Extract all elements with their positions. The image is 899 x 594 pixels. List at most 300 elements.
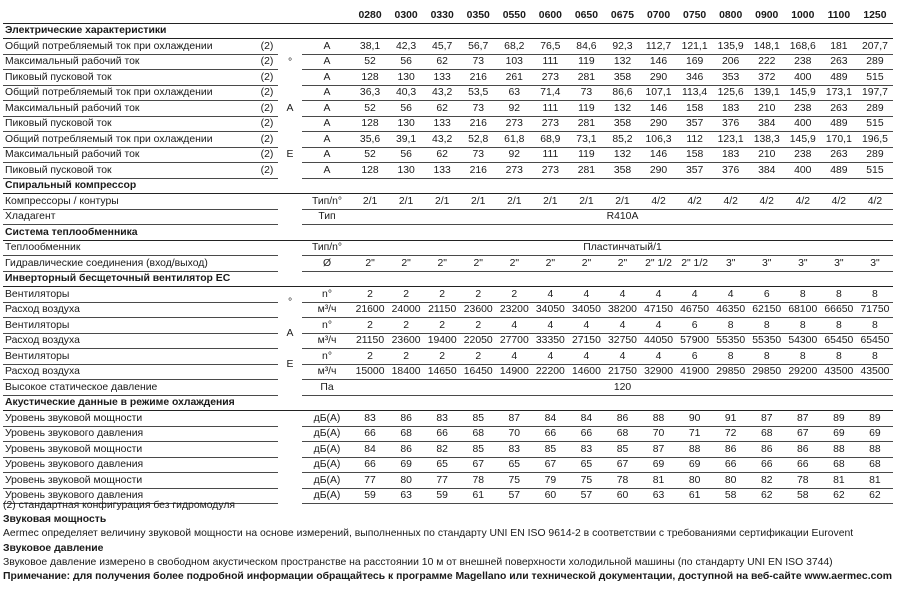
cell-value: 63: [641, 488, 677, 504]
cell-value: 66: [785, 457, 821, 473]
cell-value: 42,3: [388, 39, 424, 55]
cell-value: 22050: [460, 333, 496, 349]
cell-value: 67: [532, 457, 568, 473]
table-row: [3, 349, 893, 365]
row-label: Гидравлические соединения (вход/выход): [3, 256, 256, 272]
row-unit: A: [302, 39, 352, 55]
cell-value: 4/2: [713, 194, 749, 210]
cell-value: 8: [785, 349, 821, 365]
cell-value: 67: [460, 457, 496, 473]
row-note: [256, 256, 278, 272]
cell-value: 57: [568, 488, 604, 504]
table-row: [3, 426, 893, 442]
cell-value: 138,3: [749, 132, 785, 148]
cell-value: 66650: [821, 302, 857, 318]
cell-value: 4: [604, 318, 640, 334]
cell-value: 57: [496, 488, 532, 504]
cell-value: 281: [568, 116, 604, 132]
cell-value: 290: [641, 116, 677, 132]
cell-value: 400: [785, 70, 821, 86]
specifications-table-body: [3, 8, 893, 504]
sound-pressure-title: Звуковое давление: [3, 542, 104, 554]
cell-value: 210: [749, 147, 785, 163]
cell-value: 281: [568, 70, 604, 86]
cell-value: 146: [641, 147, 677, 163]
cell-value: 27700: [496, 333, 532, 349]
cell-value: 207,7: [857, 39, 893, 55]
cell-value: 87: [749, 411, 785, 427]
cell-value: 128: [352, 116, 388, 132]
model-header: 0700: [641, 8, 677, 23]
cell-value: 61,8: [496, 132, 532, 148]
model-header: 0600: [532, 8, 568, 23]
cell-value: 4: [532, 287, 568, 303]
cell-value: 4: [496, 318, 532, 334]
cell-value: 515: [857, 70, 893, 86]
cell-value: 2: [496, 287, 532, 303]
row-unit: Па: [302, 380, 352, 396]
cell-value: 73: [568, 85, 604, 101]
row-unit: n°: [302, 349, 352, 365]
cell-value: 169: [677, 54, 713, 70]
table-row: [3, 209, 893, 225]
cell-value: 66: [424, 426, 460, 442]
cell-value: 4: [641, 318, 677, 334]
cell-value: 62150: [749, 302, 785, 318]
cell-value: 158: [677, 101, 713, 117]
row-note: [256, 457, 278, 473]
section-row: [3, 225, 893, 241]
cell-value: 384: [749, 116, 785, 132]
table-row: [3, 101, 893, 117]
row-unit: A: [302, 54, 352, 70]
row-label: Уровень звукового давления: [3, 426, 256, 442]
cell-value: 56: [388, 54, 424, 70]
cell-value: 43500: [857, 364, 893, 380]
cell-value: 86: [713, 442, 749, 458]
cell-value: 2": [604, 256, 640, 272]
cell-value: 222: [749, 54, 785, 70]
cell-value: 8: [857, 287, 893, 303]
row-unit: м³/ч: [302, 333, 352, 349]
cell-value: 67: [604, 457, 640, 473]
cell-value: 32900: [641, 364, 677, 380]
cell-value: 69: [857, 426, 893, 442]
cell-value: 81: [857, 473, 893, 489]
cell-value: 2": [352, 256, 388, 272]
model-header: 1000: [785, 8, 821, 23]
cell-value: 4/2: [857, 194, 893, 210]
cell-value: 489: [821, 70, 857, 86]
cell-value: 2: [388, 349, 424, 365]
cell-value: 357: [677, 163, 713, 179]
cell-value: 84,6: [568, 39, 604, 55]
cell-value: 2: [424, 349, 460, 365]
cell-value: 2/1: [424, 194, 460, 210]
cell-value: 34050: [532, 302, 568, 318]
row-note: [256, 426, 278, 442]
cell-value: 89: [857, 411, 893, 427]
row-note: [256, 194, 278, 210]
config-label: A: [286, 102, 294, 114]
cell-value: 123,1: [713, 132, 749, 148]
row-unit: A: [302, 85, 352, 101]
row-unit: дБ(A): [302, 473, 352, 489]
cell-value: 36,3: [352, 85, 388, 101]
cell-value: 8: [821, 318, 857, 334]
cell-value: 73: [460, 54, 496, 70]
cell-value: 132: [604, 147, 640, 163]
cell-value: 357: [677, 116, 713, 132]
cell-value: 59: [352, 488, 388, 504]
cell-value: 68: [388, 426, 424, 442]
table-row: [3, 256, 893, 272]
cell-value: 4: [604, 287, 640, 303]
cell-value: 86: [749, 442, 785, 458]
cell-value: 8: [749, 349, 785, 365]
config-label: °: [287, 56, 293, 68]
cell-value: 4: [532, 349, 568, 365]
cell-value: 55350: [749, 333, 785, 349]
config-label: [278, 240, 302, 256]
cell-value: 58: [713, 488, 749, 504]
cell-value: 81: [821, 473, 857, 489]
cell-value: 84: [568, 411, 604, 427]
cell-value: 130: [388, 116, 424, 132]
cell-value: 86: [388, 411, 424, 427]
cell-value: 112,7: [641, 39, 677, 55]
cell-value: 62: [857, 488, 893, 504]
row-unit: дБ(A): [302, 426, 352, 442]
cell-value: 2: [352, 318, 388, 334]
span-value: R410A: [352, 209, 893, 225]
cell-value: 4: [568, 349, 604, 365]
cell-value: 46350: [713, 302, 749, 318]
row-unit: дБ(A): [302, 488, 352, 504]
cell-value: 29200: [785, 364, 821, 380]
cell-value: 8: [821, 349, 857, 365]
cell-value: 111: [532, 147, 568, 163]
table-row: [3, 39, 893, 55]
cell-value: 15000: [352, 364, 388, 380]
cell-value: 57900: [677, 333, 713, 349]
row-note: (2): [256, 132, 278, 148]
cell-value: 65: [496, 457, 532, 473]
model-header: 0280: [352, 8, 388, 23]
cell-value: 4/2: [749, 194, 785, 210]
section-row: [3, 23, 893, 39]
model-header: 1250: [857, 8, 893, 23]
table-row: [3, 287, 893, 303]
row-label: Хладагент: [3, 209, 256, 225]
cell-value: 60: [532, 488, 568, 504]
cell-value: 4: [568, 318, 604, 334]
cell-value: 216: [460, 70, 496, 86]
cell-value: 62: [424, 101, 460, 117]
cell-value: 68: [821, 457, 857, 473]
row-note: [256, 318, 278, 334]
cell-value: 290: [641, 163, 677, 179]
row-unit: Тип/n°: [302, 194, 352, 210]
cell-value: 68: [460, 426, 496, 442]
cell-value: 289: [857, 54, 893, 70]
cell-value: 84: [532, 411, 568, 427]
cell-value: 112: [677, 132, 713, 148]
cell-value: 66: [713, 457, 749, 473]
cell-value: 55350: [713, 333, 749, 349]
cell-value: 8: [857, 349, 893, 365]
config-label: A: [286, 327, 294, 339]
cell-value: 68: [604, 426, 640, 442]
cell-value: 85: [532, 442, 568, 458]
cell-value: 273: [496, 163, 532, 179]
cell-value: 273: [532, 116, 568, 132]
row-unit: A: [302, 163, 352, 179]
cell-value: 119: [568, 54, 604, 70]
cell-value: 86: [388, 442, 424, 458]
cell-value: 82: [749, 473, 785, 489]
cell-value: 263: [821, 101, 857, 117]
cell-value: 358: [604, 70, 640, 86]
row-label: Общий потребляемый ток при охлаждении: [3, 39, 256, 55]
cell-value: 69: [388, 457, 424, 473]
cell-value: 216: [460, 163, 496, 179]
row-note: (2): [256, 85, 278, 101]
cell-value: 68100: [785, 302, 821, 318]
cell-value: 133: [424, 116, 460, 132]
cell-value: 80: [677, 473, 713, 489]
model-header: 1100: [821, 8, 857, 23]
cell-value: 103: [496, 54, 532, 70]
cell-value: 88: [857, 442, 893, 458]
cell-value: 85: [604, 442, 640, 458]
cell-value: 68: [749, 426, 785, 442]
row-label: Вентиляторы: [3, 349, 256, 365]
config-label: [278, 457, 302, 473]
cell-value: 75: [568, 473, 604, 489]
cell-value: 72: [713, 426, 749, 442]
cell-value: 87: [641, 442, 677, 458]
cell-value: 2: [388, 287, 424, 303]
note-2: (2) стандартная конфигурация без гидромодуля: [3, 500, 236, 511]
table-row: [3, 442, 893, 458]
config-label: [278, 426, 302, 442]
row-label: Общий потребляемый ток при охлаждении: [3, 132, 256, 148]
cell-value: 83: [568, 442, 604, 458]
cell-value: 111: [532, 54, 568, 70]
row-unit: n°: [302, 287, 352, 303]
cell-value: 77: [424, 473, 460, 489]
cell-value: 83: [496, 442, 532, 458]
cell-value: 8: [749, 318, 785, 334]
cell-value: 158: [677, 147, 713, 163]
row-note: (2): [256, 147, 278, 163]
cell-value: 44050: [641, 333, 677, 349]
cell-value: 3": [821, 256, 857, 272]
cell-value: 515: [857, 116, 893, 132]
span-value: 120: [352, 380, 893, 396]
cell-value: 29850: [713, 364, 749, 380]
cell-value: 21750: [604, 364, 640, 380]
cell-value: 86: [785, 442, 821, 458]
row-label: Уровень звуковой мощности: [3, 442, 256, 458]
row-note: [256, 364, 278, 380]
cell-value: 21150: [424, 302, 460, 318]
row-note: [256, 380, 278, 396]
cell-value: 6: [749, 287, 785, 303]
cell-value: 2: [424, 318, 460, 334]
row-unit: A: [302, 101, 352, 117]
cell-value: 489: [821, 163, 857, 179]
cell-value: 66: [749, 457, 785, 473]
cell-value: 4: [641, 349, 677, 365]
cell-value: 14600: [568, 364, 604, 380]
cell-value: 80: [388, 473, 424, 489]
sound-power-text: Aermec определяет величину звуковой мощности на основе измерений, выполненных по стандарту UNI EN ISO 9614-2 в соответствии с требованиями сертификации Eurovent: [3, 528, 854, 540]
row-note: [256, 411, 278, 427]
section-row: [3, 395, 893, 411]
sound-power-title: Звуковая мощность: [3, 514, 107, 526]
cell-value: 353: [713, 70, 749, 86]
cell-value: 358: [604, 163, 640, 179]
cell-value: 372: [749, 70, 785, 86]
cell-value: 183: [713, 147, 749, 163]
table-row: [3, 333, 893, 349]
cell-value: 121,1: [677, 39, 713, 55]
cell-value: 119: [568, 147, 604, 163]
cell-value: 85: [460, 442, 496, 458]
cell-value: 82: [424, 442, 460, 458]
cell-value: 71: [677, 426, 713, 442]
cell-value: 73,1: [568, 132, 604, 148]
model-header: 0330: [424, 8, 460, 23]
model-header: 0350: [460, 8, 496, 23]
row-note: [256, 442, 278, 458]
row-unit: Тип: [302, 209, 352, 225]
cell-value: 83: [424, 411, 460, 427]
table-row: [3, 85, 893, 101]
table-row: [3, 411, 893, 427]
cell-value: 2/1: [604, 194, 640, 210]
cell-value: 2: [388, 318, 424, 334]
cell-value: 70: [496, 426, 532, 442]
cell-value: 52: [352, 101, 388, 117]
cell-value: 88: [641, 411, 677, 427]
cell-value: 8: [785, 287, 821, 303]
row-note: [256, 333, 278, 349]
cell-value: 145,9: [785, 85, 821, 101]
table-row: [3, 132, 893, 148]
config-label: E: [286, 358, 294, 370]
table-row: [3, 364, 893, 380]
cell-value: 68: [857, 457, 893, 473]
row-unit: A: [302, 116, 352, 132]
cell-value: 46750: [677, 302, 713, 318]
table-row: [3, 473, 893, 489]
cell-value: 23200: [496, 302, 532, 318]
table-row: [3, 70, 893, 86]
cell-value: 92,3: [604, 39, 640, 55]
cell-value: 8: [821, 287, 857, 303]
cell-value: 4: [568, 287, 604, 303]
model-header: 0800: [713, 8, 749, 23]
cell-value: 43,2: [424, 132, 460, 148]
cell-value: 3": [713, 256, 749, 272]
section-title: Спиральный компрессор: [3, 178, 893, 194]
cell-value: 2": [460, 256, 496, 272]
row-label: Общий потребляемый ток при охлаждении: [3, 85, 256, 101]
table-row: [3, 116, 893, 132]
cell-value: 106,3: [641, 132, 677, 148]
row-label: Максимальный рабочий ток: [3, 54, 256, 70]
cell-value: 18400: [388, 364, 424, 380]
cell-value: 2": [388, 256, 424, 272]
table-row: [3, 163, 893, 179]
cell-value: 35,6: [352, 132, 388, 148]
section-row: [3, 178, 893, 194]
row-unit: дБ(A): [302, 442, 352, 458]
cell-value: 3": [749, 256, 785, 272]
cell-value: 58: [785, 488, 821, 504]
cell-value: 34050: [568, 302, 604, 318]
cell-value: 23600: [460, 302, 496, 318]
cell-value: 91: [713, 411, 749, 427]
table-row: [3, 240, 893, 256]
cell-value: 8: [857, 318, 893, 334]
cell-value: 83: [352, 411, 388, 427]
cell-value: 66: [352, 457, 388, 473]
row-unit: n°: [302, 318, 352, 334]
model-header: 0675: [604, 8, 640, 23]
cell-value: 515: [857, 163, 893, 179]
cell-value: 146: [641, 101, 677, 117]
row-label: Уровень звукового давления: [3, 457, 256, 473]
cell-value: 43500: [821, 364, 857, 380]
cell-value: 66: [532, 426, 568, 442]
cell-value: 27150: [568, 333, 604, 349]
cell-value: 2/1: [496, 194, 532, 210]
cell-value: 4: [496, 349, 532, 365]
cell-value: 23600: [388, 333, 424, 349]
cell-value: 376: [713, 163, 749, 179]
table-row: [3, 302, 893, 318]
row-note: (2): [256, 54, 278, 70]
row-note: (2): [256, 101, 278, 117]
cell-value: 63: [388, 488, 424, 504]
cell-value: 216: [460, 116, 496, 132]
cell-value: 56,7: [460, 39, 496, 55]
cell-value: 73: [460, 101, 496, 117]
cell-value: 135,9: [713, 39, 749, 55]
cell-value: 89: [821, 411, 857, 427]
config-label: [278, 411, 302, 427]
cell-value: 77: [352, 473, 388, 489]
cell-value: 38200: [604, 302, 640, 318]
row-unit: A: [302, 70, 352, 86]
cell-value: 56: [388, 101, 424, 117]
cell-value: 24000: [388, 302, 424, 318]
cell-value: 8: [713, 318, 749, 334]
table-row: [3, 194, 893, 210]
model-header: 0300: [388, 8, 424, 23]
row-label: Пиковый пусковой ток: [3, 70, 256, 86]
cell-value: 133: [424, 70, 460, 86]
model-header: 0650: [568, 8, 604, 23]
cell-value: 290: [641, 70, 677, 86]
row-label: Уровень звукового давления: [3, 488, 256, 504]
cell-value: 2": [496, 256, 532, 272]
cell-value: 238: [785, 147, 821, 163]
